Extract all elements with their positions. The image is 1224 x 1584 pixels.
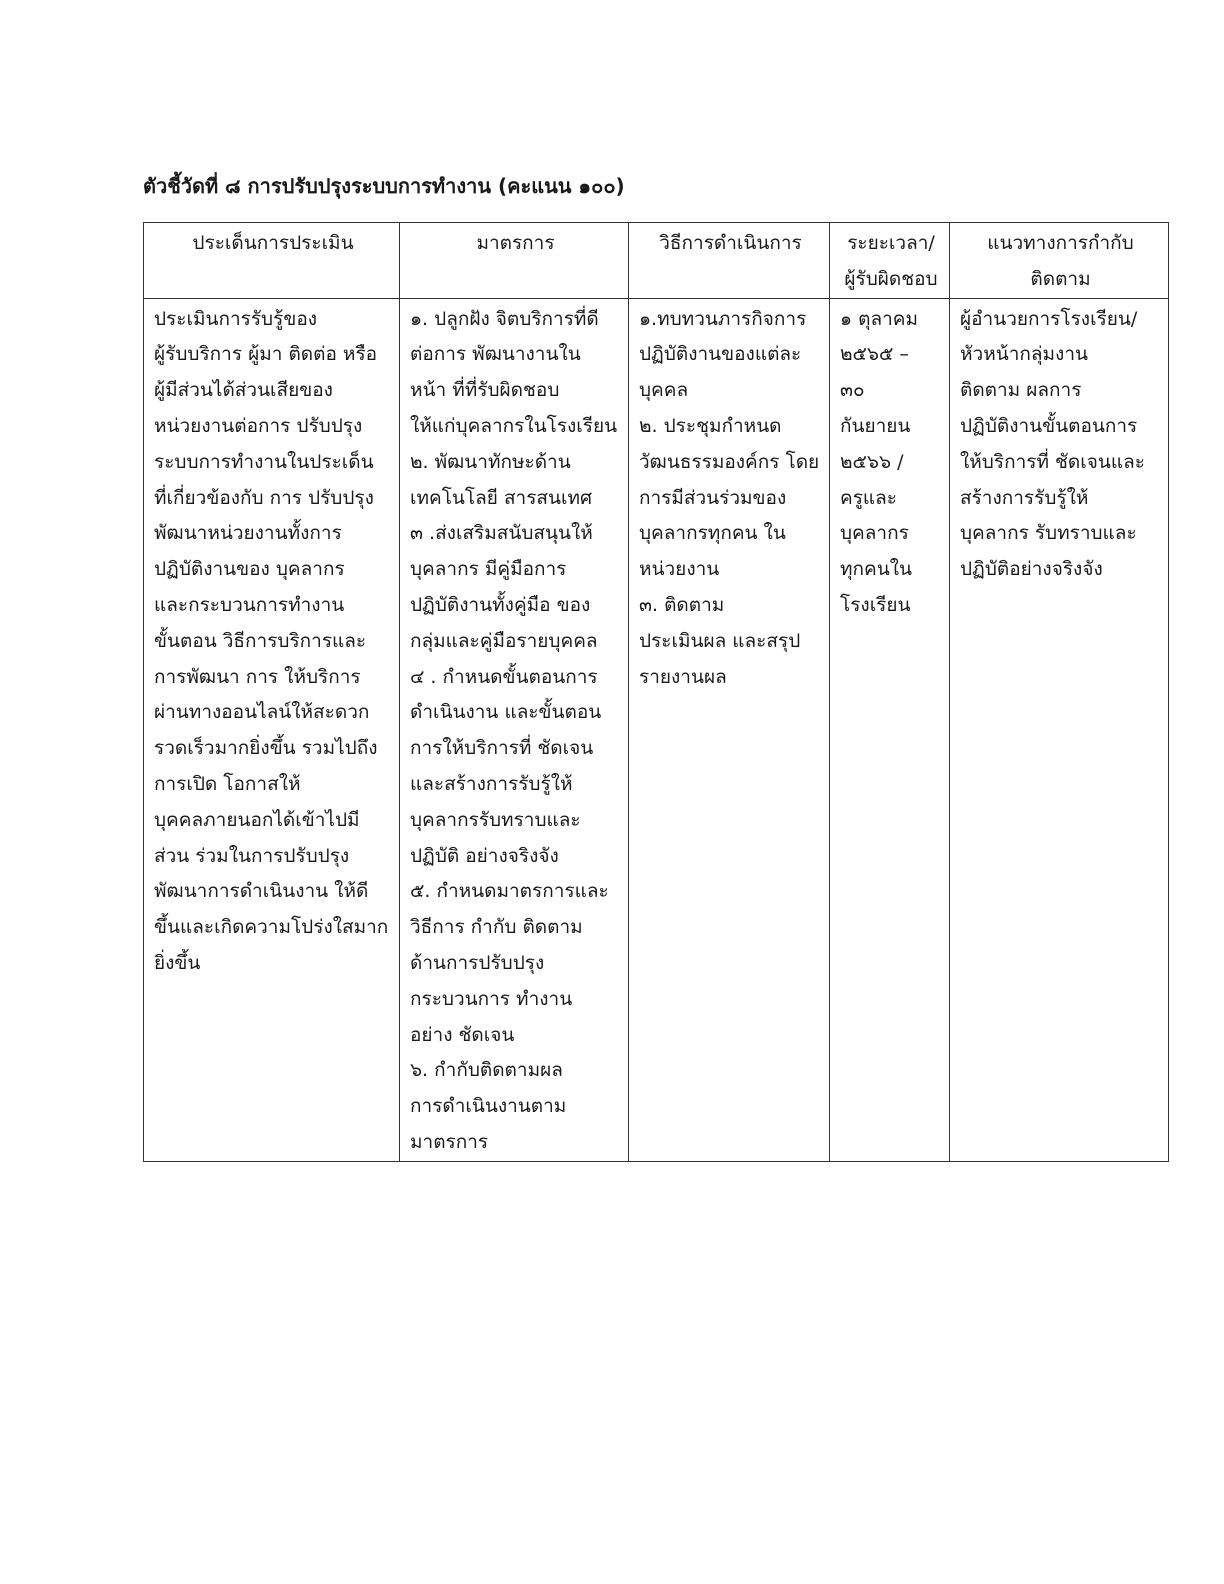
cell-line: การให้บริการที่ ชัดเจน (410, 737, 594, 760)
header-measures (400, 223, 629, 299)
cell-line: และกระบวนการทำงาน (154, 593, 345, 616)
cell-line: การมีส่วนร่วมของ (639, 486, 787, 509)
header-line: มาตรการ (476, 232, 555, 254)
cell-line: ปฏิบัติอย่างจริงจัง (960, 558, 1103, 581)
cell-line: ๓๐ (840, 379, 865, 402)
cell-line: ผู้มีส่วนได้ส่วนเสียของ (154, 379, 333, 402)
header-assessment-topic (144, 223, 400, 299)
cell-line: ผู้รับบริการ ผู้มา ติดต่อ หรือ (154, 343, 378, 366)
cell-line: หน้า ที่ที่รับผิดชอบ (410, 379, 560, 402)
cell-line: ระบบการทำงานในประเด็น (154, 450, 374, 473)
cell-line: สร้างการรับรู้ให้ (960, 486, 1089, 509)
cell-line: ปฏิบัติงานของแต่ละ (639, 343, 802, 366)
cell-line: เทคโนโลยี สารสนเทศ (410, 486, 593, 509)
cell-line: อย่าง ชัดเจน (410, 1023, 515, 1046)
cell-line: ผ่านทางออนไลน์ให้สะดวก (154, 701, 370, 724)
cell-line: ๒๕๖๖ / (840, 450, 904, 473)
header-methods (629, 223, 830, 299)
cell-line: วิธีการ กำกับ ติดตาม (410, 916, 583, 939)
cell-line: ผู้อำนวยการโรงเรียน/ (960, 307, 1138, 330)
cell-line: บุคลากรทุกคน ใน (639, 522, 786, 545)
cell-line: ให้แก่บุคลากรในโรงเรียน (410, 414, 618, 437)
cell-line: พัฒนาหน่วยงานทั้งการ (154, 522, 342, 545)
cell-line: กระบวนการ ทำงาน (410, 987, 573, 1010)
cell-line: ขึ้นและเกิดความโปร่งใสมาก (154, 916, 389, 939)
cell-line: ๓. ติดตาม (639, 593, 725, 616)
cell-line: และสร้างการรับรู้ให้ (410, 772, 573, 795)
cell-line: ดำเนินงาน และขั้นตอน (410, 701, 602, 724)
table-row (144, 298, 1169, 1161)
cell-line: บุคลากร มีคู่มือการ (410, 558, 567, 581)
cell-line: ปฏิบัติ อย่างจริงจัง (410, 844, 559, 867)
cell-line: บุคลากรรับทราบและ (410, 808, 581, 831)
cell-line: ขั้นตอน วิธีการบริการและ (154, 629, 367, 652)
cell-line: ๒. ประชุมกำหนด (639, 414, 782, 437)
cell-line: ๔ . กำหนดขั้นตอนการ (410, 665, 598, 688)
table-header-row (144, 223, 1169, 299)
cell-line: ด้านการปรับปรุง (410, 951, 545, 974)
cell-line: บุคคลภายนอกได้เข้าไปมี (154, 808, 360, 831)
cell-line: ส่วน ร่วมในการปรับปรุง (154, 844, 350, 867)
cell-line: โรงเรียน (840, 593, 911, 616)
cell-line: บุคลากร (840, 522, 909, 545)
cell-line: ติดตาม ผลการ (960, 379, 1082, 402)
cell-line: มาตรการ (410, 1130, 489, 1153)
cell-line: การเปิด โอกาสให้ (154, 772, 301, 795)
header-line: ผู้รับผิดชอบ (844, 267, 938, 290)
cell-line: ยิ่งขึ้น (154, 951, 201, 974)
cell-line: การพัฒนา การ ให้บริการ (154, 665, 361, 688)
cell-line: หน่วยงาน (639, 558, 720, 581)
indicator-title: ตัวชี้วัดที่ ๘ การปรับปรุงระบบการทำงาน (คะแนน ๑๐๐) (143, 174, 625, 198)
cell-line: ที่เกี่ยวข้องกับ การ ปรับปรุง (154, 486, 374, 509)
cell-measures (400, 298, 629, 1161)
cell-line: การดำเนินงานตาม (410, 1095, 567, 1118)
cell-line: บุคลากร รับทราบและ (960, 522, 1137, 545)
cell-line: ๑ ตุลาคม (840, 307, 918, 330)
cell-line: ครูและ (840, 486, 898, 509)
cell-period-responsible (830, 298, 950, 1161)
header-line: ติดตาม (1030, 267, 1091, 290)
cell-line: ๖. กำกับติดตามผล (410, 1059, 563, 1082)
cell-line: ให้บริการที่ ชัดเจนและ (960, 450, 1145, 473)
cell-line: รวดเร็วมากยิ่งขึ้น รวมไปถึง (154, 737, 378, 760)
cell-line: ทุกคนใน (840, 558, 912, 581)
header-line: วิธีการดำเนินการ (659, 232, 802, 254)
cell-line: ๑. ปลูกฝัง จิตบริการที่ดี (410, 307, 599, 330)
cell-line: ปฏิบัติงานขั้นตอนการ (960, 414, 1138, 437)
cell-line: หน่วยงานต่อการ ปรับปรุง (154, 414, 363, 437)
cell-line: ต่อการ พัฒนางานใน (410, 343, 581, 366)
cell-line: ๑.ทบทวนภารกิจการ (639, 307, 807, 330)
cell-line: ๕. กำหนดมาตรการและ (410, 880, 609, 903)
cell-line: บุคคล (639, 379, 689, 402)
cell-line: ๒๕๖๕ – (840, 343, 909, 366)
cell-line: หัวหน้ากลุ่มงาน (960, 343, 1088, 366)
header-line: ประเด็นการประเมิน (192, 232, 354, 254)
cell-line: วัฒนธรรมองค์กร โดย (639, 450, 820, 473)
indicator-table (143, 222, 1169, 1162)
cell-line: ประเมินการรับรู้ของ (154, 307, 318, 330)
cell-monitoring (950, 298, 1169, 1161)
header-line: ระยะเวลา/ (847, 232, 935, 254)
cell-line: ๓ .ส่งเสริมสนับสนุนให้ (410, 522, 593, 545)
cell-line: กันยายน (840, 414, 911, 437)
cell-line: กลุ่มและคู่มือรายบุคคล (410, 629, 598, 652)
cell-line: ประเมินผล และสรุป (639, 629, 801, 652)
header-period-responsible (830, 223, 950, 299)
cell-line: รายงานผล (639, 665, 727, 688)
header-monitoring (950, 223, 1169, 299)
cell-line: ปฏิบัติงานของ บุคลากร (154, 558, 345, 581)
cell-assessment-topic (144, 298, 400, 1161)
cell-line: ปฏิบัติงานทั้งคู่มือ ของ (410, 593, 591, 616)
cell-line: ๒. พัฒนาทักษะด้าน (410, 450, 571, 473)
header-line: แนวทางการกำกับ (987, 232, 1134, 254)
cell-methods (629, 298, 830, 1161)
cell-line: พัฒนาการดำเนินงาน ให้ดี (154, 880, 369, 903)
